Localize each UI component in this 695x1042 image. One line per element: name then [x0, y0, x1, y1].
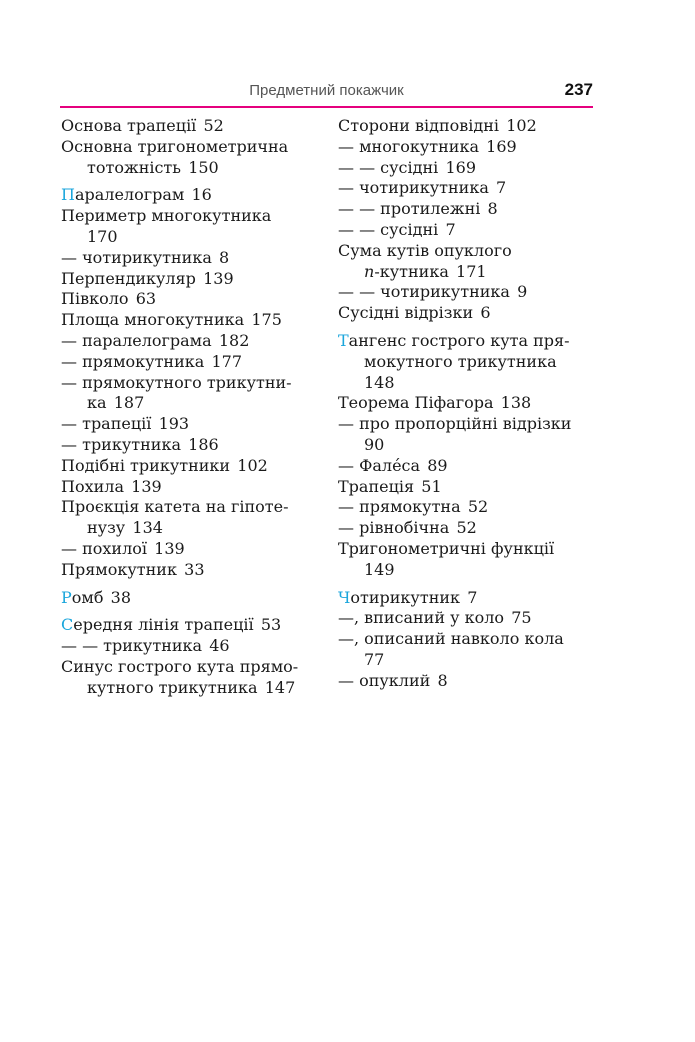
- index-entry: Тангенс гострого кута пря-: [338, 330, 570, 350]
- header-rule: [60, 106, 593, 108]
- index-entry: Трапеція 51: [338, 476, 442, 496]
- index-entry-continuation: 170: [87, 226, 118, 246]
- index-entry: Прямокутник 33: [61, 559, 205, 579]
- index-entry: — паралелограма 182: [61, 330, 250, 350]
- index-entry: —, описаний навколо кола: [338, 629, 564, 649]
- index-entry: Основа трапеції 52: [61, 116, 224, 135]
- index-entry: — чотирикутника 8: [61, 247, 230, 267]
- index-entry: — рівнобічна 52: [338, 518, 477, 538]
- index-entry: Основна тригонометрична: [61, 136, 289, 156]
- index-column-left: [61, 116, 323, 699]
- index-entry: — прямокутника 177: [61, 351, 243, 371]
- page-header: [60, 80, 593, 106]
- index-entry: Тригонометричні функції: [338, 538, 555, 558]
- index-entry: — опуклий 8: [338, 670, 448, 690]
- index-entry: — прямокутного трикутни-: [61, 372, 292, 392]
- index-entry: Подібні трикутники 102: [61, 455, 268, 475]
- section-letter: П: [61, 185, 75, 205]
- index-entry: Паралелограм 16: [61, 185, 212, 205]
- index-entry: — трикутника 186: [61, 434, 219, 454]
- index-entry: — похилої 139: [61, 538, 185, 558]
- section-letter: Т: [338, 330, 349, 350]
- index-entry: — про пропорційні відрізки: [338, 414, 572, 434]
- index-entry: Перпендикуляр 139: [61, 268, 234, 288]
- index-entry: — Фале́са 89: [338, 455, 448, 475]
- index-entry-continuation: тотожність 150: [87, 157, 219, 177]
- page-number: 237: [564, 80, 593, 99]
- section-letter: С: [61, 615, 74, 635]
- index-entry: Півколо 63: [61, 289, 157, 309]
- index-entry: Площа многокутника 175: [61, 310, 282, 330]
- index-entry: Середня лінія трапеції 53: [61, 615, 282, 635]
- section-letter: Р: [61, 587, 72, 607]
- index-column-right: [338, 116, 600, 692]
- index-entry: — многокутника 169: [338, 136, 517, 156]
- index-entry: Сума кутів опуклого: [338, 240, 512, 260]
- index-entry-continuation: 149: [364, 559, 395, 579]
- index-entry: — прямокутна 52: [338, 497, 489, 517]
- index-entry: Периметр многокутника: [61, 206, 272, 226]
- index-entry: Проєкція катета на гіпоте-: [61, 497, 289, 517]
- index-entry: —, вписаний у коло 75: [338, 608, 532, 628]
- index-entry: — — чотирикутника 9: [338, 282, 528, 302]
- index-entry-continuation: 77: [364, 649, 385, 669]
- index-entry: Похила 139: [61, 476, 162, 496]
- index-entry-continuation: 148: [364, 372, 395, 392]
- index-entry-continuation: ка 187: [87, 393, 145, 413]
- index-entry: — — трикутника 46: [61, 636, 230, 656]
- index-entry: Синус гострого кута прямо-: [61, 656, 299, 676]
- index-entry: Теорема Піфагора 138: [338, 393, 532, 413]
- index-entry: Чотирикутник 7: [338, 587, 478, 607]
- index-entry-continuation: нузу 134: [87, 518, 163, 538]
- index-entry: Сторони відповідні 102: [338, 116, 537, 135]
- index-entry: — чотирикутника 7: [338, 178, 507, 198]
- index-entry: — — протилежні 8: [338, 199, 498, 219]
- index-entry: — — сусідні 7: [338, 219, 456, 239]
- section-letter: Ч: [338, 587, 351, 607]
- index-entry: Ромб 38: [61, 587, 132, 607]
- index-entry: — трапеції 193: [61, 414, 190, 434]
- index-entry-continuation: 90: [364, 434, 385, 454]
- index-entry-continuation: кутного трикутника 147: [87, 677, 296, 697]
- index-entry: Сусідні відрізки 6: [338, 303, 491, 323]
- index-entry-continuation: мокутного трикутника: [364, 351, 557, 371]
- running-title: Предметний покажчик: [249, 82, 404, 99]
- index-entry: — — сусідні 169: [338, 157, 476, 177]
- index-entry-continuation: n-кутника 171: [364, 261, 487, 281]
